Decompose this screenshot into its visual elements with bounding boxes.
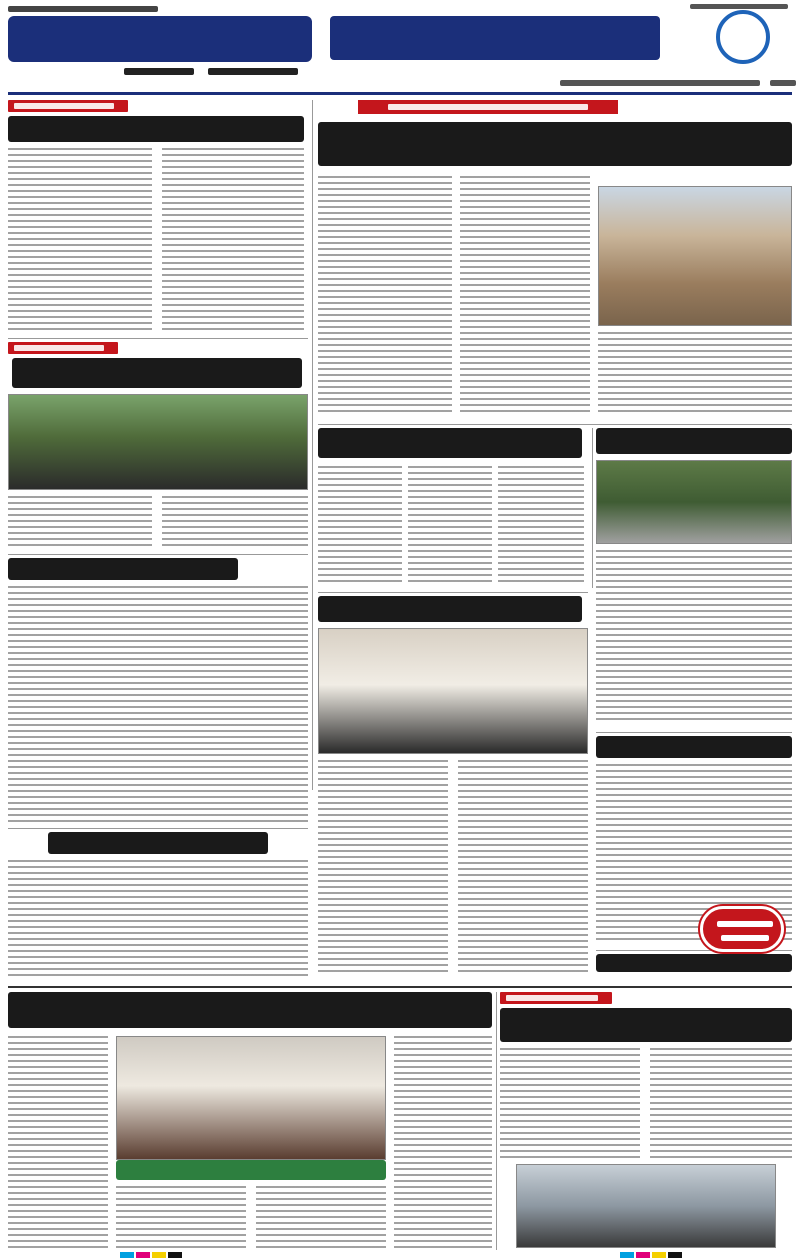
story-body bbox=[598, 332, 792, 416]
logo-wordmark bbox=[8, 16, 312, 62]
story-orchard-fire bbox=[8, 832, 308, 982]
story-exam-duty bbox=[8, 100, 308, 336]
story-photo bbox=[596, 460, 792, 544]
story-headline bbox=[318, 122, 792, 166]
edition-title bbox=[330, 16, 660, 60]
story-headline bbox=[318, 596, 582, 622]
story-headline bbox=[500, 1008, 792, 1042]
publication-logo bbox=[8, 6, 318, 76]
story-body bbox=[394, 1036, 492, 1248]
story-photo bbox=[516, 1164, 776, 1248]
story-body bbox=[8, 1036, 108, 1248]
story-theft-arrest bbox=[318, 428, 588, 588]
story-photo bbox=[598, 186, 792, 326]
story-body bbox=[500, 1048, 640, 1158]
story-headline bbox=[596, 428, 792, 454]
story-body bbox=[458, 760, 588, 974]
story-kicker bbox=[8, 342, 118, 354]
section-rule bbox=[318, 592, 588, 593]
story-body bbox=[408, 466, 492, 586]
column-rule bbox=[496, 992, 497, 1250]
story-body bbox=[8, 586, 308, 822]
story-headline bbox=[8, 116, 304, 142]
story-body bbox=[8, 148, 152, 334]
masthead bbox=[0, 0, 800, 96]
story-body bbox=[162, 496, 308, 548]
story-body bbox=[116, 1186, 246, 1248]
story-headline bbox=[596, 954, 792, 972]
masthead-rule bbox=[8, 92, 792, 95]
story-body bbox=[650, 1048, 792, 1158]
anniversary-label bbox=[690, 4, 788, 9]
story-body bbox=[162, 148, 304, 334]
story-headline bbox=[596, 736, 792, 758]
dateline bbox=[0, 78, 800, 88]
column-rule bbox=[592, 428, 593, 588]
story-paddy-seized bbox=[500, 992, 792, 1250]
story-headline bbox=[8, 992, 492, 1028]
logo-url bbox=[208, 68, 298, 75]
bottom-section-rule bbox=[8, 986, 792, 988]
story-body bbox=[8, 496, 152, 548]
section-rule bbox=[318, 424, 792, 425]
story-kicker bbox=[358, 100, 618, 114]
story-headline bbox=[318, 428, 582, 458]
story-body bbox=[596, 550, 792, 724]
story-body bbox=[318, 760, 448, 974]
story-exam-centres bbox=[8, 558, 308, 824]
story-body bbox=[318, 176, 452, 416]
section-rule bbox=[8, 554, 308, 555]
anniversary-emblem-icon bbox=[716, 10, 770, 64]
print-registration-bar bbox=[0, 1252, 800, 1258]
column-rule bbox=[312, 100, 313, 790]
story-headline bbox=[8, 558, 238, 580]
logo-tagline bbox=[8, 6, 158, 12]
story-headline bbox=[48, 832, 268, 854]
story-jail-sentence-body bbox=[596, 976, 792, 986]
dateline-text bbox=[560, 80, 760, 86]
story-body bbox=[498, 466, 584, 586]
section-rule bbox=[8, 828, 308, 829]
story-photo bbox=[116, 1036, 386, 1160]
story-photo bbox=[8, 394, 308, 490]
story-body bbox=[318, 466, 402, 586]
photo-caption bbox=[116, 1160, 386, 1180]
story-bill-passed bbox=[318, 100, 792, 420]
story-kicker bbox=[500, 992, 612, 1004]
story-photo bbox=[318, 628, 588, 754]
section-rule bbox=[596, 732, 792, 733]
story-environment-program bbox=[596, 428, 792, 728]
story-body bbox=[8, 860, 308, 980]
story-crop-destroyed bbox=[8, 342, 308, 550]
story-body bbox=[460, 176, 590, 416]
story-kicker bbox=[8, 100, 128, 112]
anniversary-badge bbox=[690, 4, 794, 68]
story-vendor-program bbox=[318, 596, 588, 976]
story-body bbox=[256, 1186, 386, 1248]
story-land-record bbox=[8, 992, 492, 1250]
logo-latin-name bbox=[124, 68, 194, 75]
section-rule bbox=[8, 338, 308, 339]
page-number bbox=[770, 80, 796, 86]
story-headline bbox=[12, 358, 302, 388]
badge-stamp bbox=[700, 906, 784, 952]
